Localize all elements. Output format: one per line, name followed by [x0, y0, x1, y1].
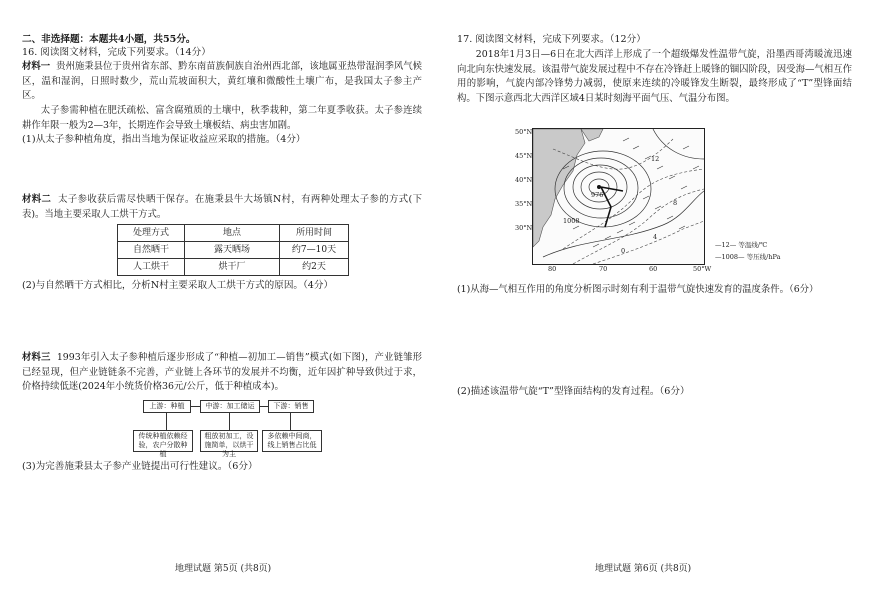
lon-label: 60 — [649, 265, 658, 273]
cyclone-center — [597, 185, 601, 189]
material1-para2: 太子参需种植在肥沃疏松、富含腐殖质的土壤中，秋季栽种，第二年夏季收获。太子参连续耕作年限一般为2—3年，长期连作会导致土壤板结、病虫害加剧。 — [22, 105, 422, 131]
land-area — [581, 129, 603, 141]
table-cell: 约7—10天 — [280, 242, 349, 259]
table-cell: 露天晒场 — [185, 242, 280, 259]
legend-text: 等温线/℃ — [738, 241, 768, 249]
lat-label: 45°N — [515, 152, 533, 160]
table-cell: 烘干厂 — [185, 259, 280, 276]
legend-sample: —1008— — [715, 253, 745, 261]
lat-label: 40°N — [515, 176, 533, 184]
contour-label: 12 — [651, 155, 660, 163]
flow-connector — [166, 413, 167, 430]
q17-sub1: (1)从海—气相互作用的角度分析图示时刻有利于温带气旋快速发育的温度条件。（6分） — [457, 284, 819, 295]
contour-label: 1008 — [563, 217, 580, 225]
material3-label: 材料三 — [22, 352, 51, 363]
lon-label: 80 — [548, 265, 557, 273]
q17-stem: 17. 阅读图文材料，完成下列要求。（12分） — [457, 34, 646, 45]
contour-label: 0 — [621, 247, 626, 255]
flow-stage-upstream: 上游：种植 — [143, 400, 191, 413]
material2-paragraph — [22, 193, 422, 222]
table-cell: 约2天 — [280, 259, 349, 276]
material2-text: 太子参收获后需尽快晒干保存。在施秉县牛大场镇N村，有两种处理太子参的方式(下表)。当地主要采取人工烘干方式。 — [22, 194, 422, 220]
table-header-cell: 所用时间 — [280, 225, 349, 242]
legend-entry-isobar — [715, 253, 780, 261]
lon-label: 70 — [599, 265, 608, 273]
table-header-row — [118, 225, 349, 242]
page-footer-right: 地理试题 第6页 (共8页) — [595, 564, 692, 574]
section-title: 二、非选择题：本题共4小题，共55分。 — [22, 34, 196, 45]
lon-label: 50°W — [693, 265, 712, 273]
flow-stage-downstream: 下游：销售 — [268, 400, 314, 413]
right-page — [435, 0, 870, 603]
legend-entry-isotherm — [715, 241, 767, 249]
q16-sub1: (1)从太子参种植角度，指出当地为保证收益应采取的措施。（4分） — [22, 134, 306, 145]
material1-text: 贵州施秉县位于贵州省东部、黔东南苗族侗族自治州西北部，该地属亚热带湿润季风气候区，温和湿润，日照时数少，荒山荒坡面积大，黄红壤和微酸性土壤广布，是我国太子参主产区。 — [22, 61, 422, 102]
q16-sub2: (2)与自然晒干方式相比，分析N村主要采取人工烘干方式的原因。（4分） — [22, 280, 334, 291]
land-area — [533, 129, 585, 247]
flow-arrow-line — [260, 406, 268, 407]
material3-paragraph — [22, 351, 422, 395]
material1-paragraph — [22, 60, 422, 104]
flow-detail-midstream: 粗放初加工，设施简单，以烘干为主 — [200, 430, 258, 452]
flow-stage-midstream: 中游：加工储运 — [200, 400, 260, 413]
table-row — [118, 259, 349, 276]
flow-connector — [290, 413, 291, 430]
material3-text: 1993年引入太子参种植后逐步形成了“种植—初加工—销售”模式(如下图)，产业链雏形已经显现，但产业链链条不完善，产业链上各环节的发展并不均衡，近年因扩种导致供过于求，价格持续低迷(2024年小统货价格36元/公斤，低于种植成本)。 — [22, 352, 422, 393]
flow-detail-downstream: 多依赖中间商，线上销售占比低 — [262, 430, 322, 452]
q16-sub3: (3)为完善施秉县太子参产业链提出可行性建议。（6分） — [22, 461, 258, 472]
weather-map — [532, 128, 705, 265]
weather-map-svg — [533, 129, 704, 264]
q16-stem: 16. 阅读图文材料，完成下列要求。（14分） — [22, 47, 211, 58]
flow-connector — [229, 413, 230, 430]
lat-label: 50°N — [515, 128, 533, 136]
table-row — [118, 242, 349, 259]
page-footer-left: 地理试题 第5页 (共8页) — [175, 564, 272, 574]
material2-label: 材料二 — [22, 194, 52, 205]
table-header-cell: 处理方式 — [118, 225, 185, 242]
front-line — [601, 187, 623, 191]
legend-sample: —12— — [715, 241, 737, 249]
flow-arrow-line — [191, 406, 200, 407]
q17-material: 2018年1月3日—6日在北大西洋上形成了一个超级爆发性温带气旋，沿墨西哥湾暖流迅速向北向东快速发展。该温带气旋发展过程中不存在冷锋赶上暖锋的锢囚阶段，因受海—气相互作用的影响，气旋内部冷锋势力减弱，使原来连续的冷暖锋发生断裂，最终形成了“T”型锋面结构。下图示意西北大西洋区域4日某时刻海平面气压、气温分布图。 — [457, 49, 852, 104]
contour-label: 8 — [673, 199, 678, 207]
table-cell: 人工烘干 — [118, 259, 185, 276]
lat-label: 30°N — [515, 224, 533, 232]
table-cell: 自然晒干 — [118, 242, 185, 259]
lat-label: 35°N — [515, 200, 533, 208]
table-header-cell: 地点 — [185, 225, 280, 242]
q17-sub2: (2)描述该温带气旋“T”型锋面结构的发育过程。（6分） — [457, 386, 690, 397]
flow-detail-upstream: 传统种植依赖经验，农户分散种植 — [133, 430, 193, 452]
processing-table — [117, 224, 349, 276]
material1-label: 材料一 — [22, 61, 51, 72]
contour-label: 976 — [591, 191, 604, 199]
legend-text: 等压线/hPa — [746, 253, 781, 261]
contour-label: 4 — [653, 233, 658, 241]
